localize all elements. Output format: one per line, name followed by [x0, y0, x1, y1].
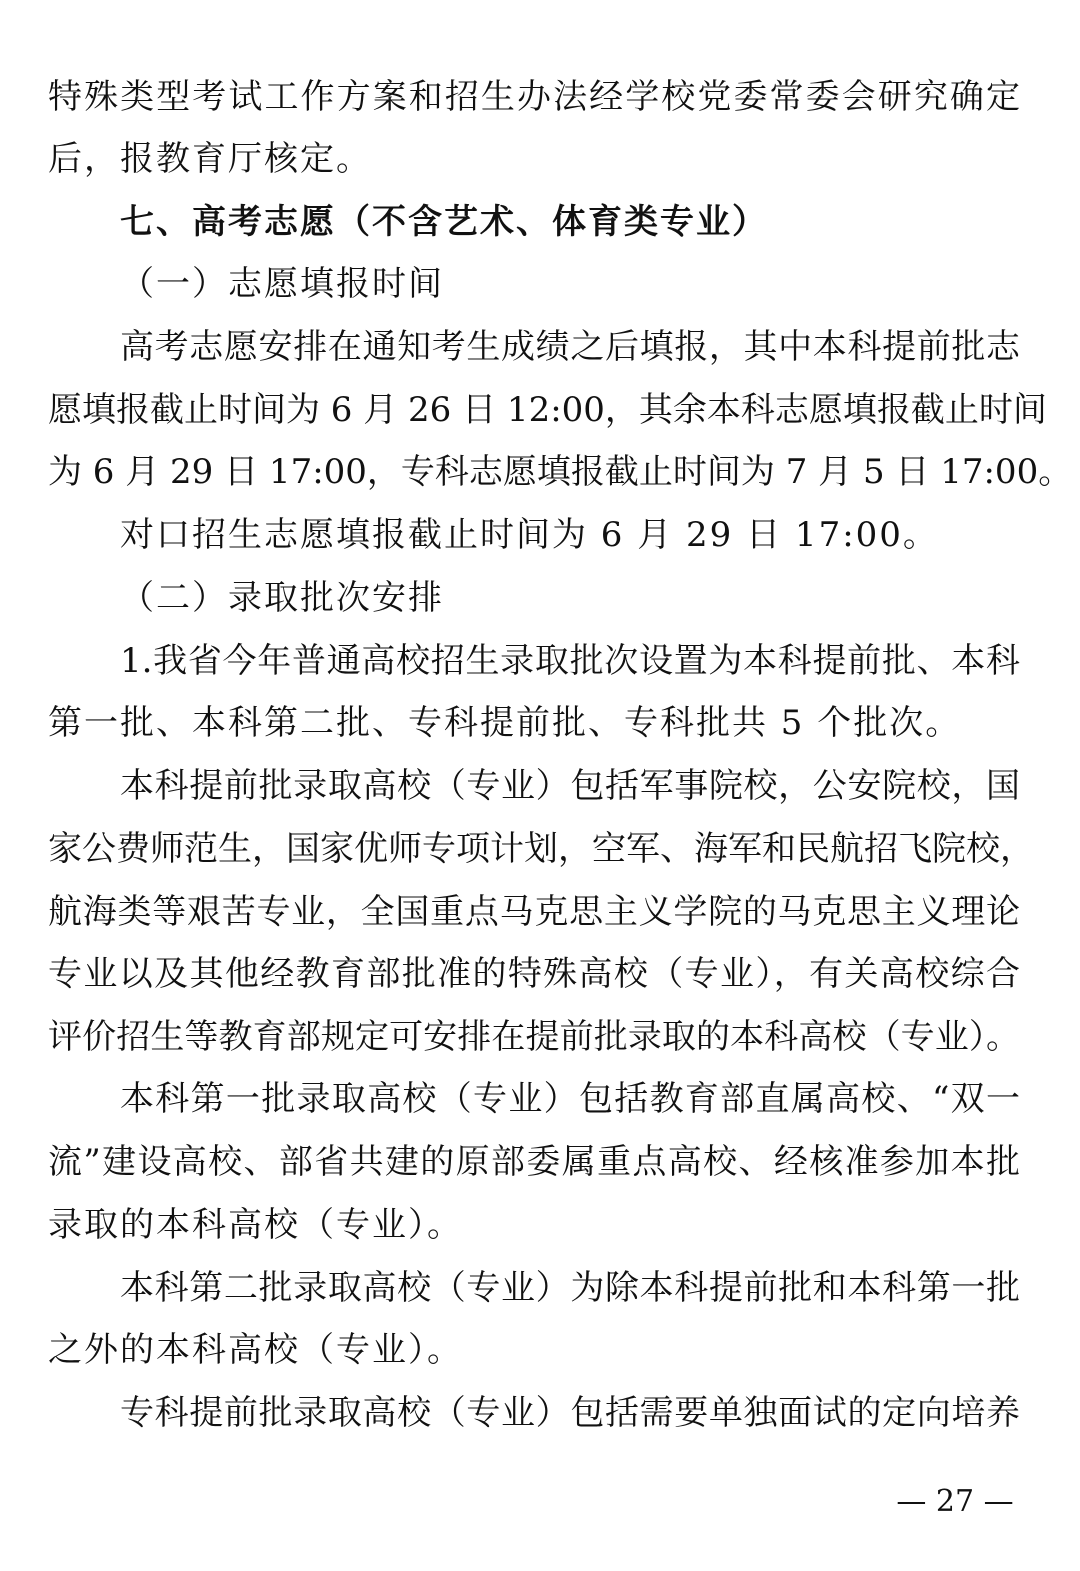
body-text-line: 航海类等艰苦专业，全国重点马克思主义学院的马克思主义理论: [48, 892, 1020, 932]
body-text-line: 1.我省今年普通高校招生录取批次设置为本科提前批、本科: [120, 641, 1020, 681]
body-text-line: 第一批、本科第二批、专科提前批、专科批共 5 个批次。: [48, 703, 962, 743]
page-number: — 27 —: [896, 1484, 1014, 1519]
body-text-line: 专业以及其他经教育部批准的特殊高校（专业），有关高校综合: [48, 954, 1020, 994]
body-text-line: 之外的本科高校（专业）。: [48, 1330, 463, 1370]
body-text-line: 本科第一批录取高校（专业）包括教育部直属高校、“双一: [120, 1079, 1020, 1119]
subsection-heading: （二）录取批次安排: [120, 578, 444, 618]
body-text-line: 本科第二批录取高校（专业）为除本科提前批和本科第一批: [120, 1268, 1020, 1308]
body-text-line: 流”建设高校、部省共建的原部委属重点高校、经核准参加本批: [48, 1142, 1020, 1182]
body-text-line: 高考志愿安排在通知考生成绩之后填报，其中本科提前批志: [120, 327, 1020, 367]
body-text-line: 为 6 月 29 日 17:00，专科志愿填报截止时间为 7 月 5 日 17:00。: [48, 452, 1073, 492]
subsection-heading: （一）志愿填报时间: [120, 264, 444, 304]
section-heading: 七、高考志愿（不含艺术、体育类专业）: [120, 202, 768, 242]
body-text-line: 录取的本科高校（专业）。: [48, 1205, 463, 1245]
body-text-line: 家公费师范生，国家优师专项计划，空军、海军和民航招飞院校，: [48, 829, 1034, 869]
body-text-line: 后，报教育厅核定。: [48, 139, 372, 179]
body-text-line: 特殊类型考试工作方案和招生办法经学校党委常委会研究确定: [48, 77, 1020, 117]
body-text-line: 对口招生志愿填报截止时间为 6 月 29 日 17:00。: [120, 515, 939, 555]
body-text-line: 愿填报截止时间为 6 月 26 日 12:00，其余本科志愿填报截止时间: [48, 390, 1047, 430]
body-text-line: 评价招生等教育部规定可安排在提前批录取的本科高校（专业）。: [48, 1017, 1020, 1057]
body-text-line: 专科提前批录取高校（专业）包括需要单独面试的定向培养: [120, 1393, 1020, 1433]
body-text-line: 本科提前批录取高校（专业）包括军事院校，公安院校，国: [120, 766, 1020, 806]
